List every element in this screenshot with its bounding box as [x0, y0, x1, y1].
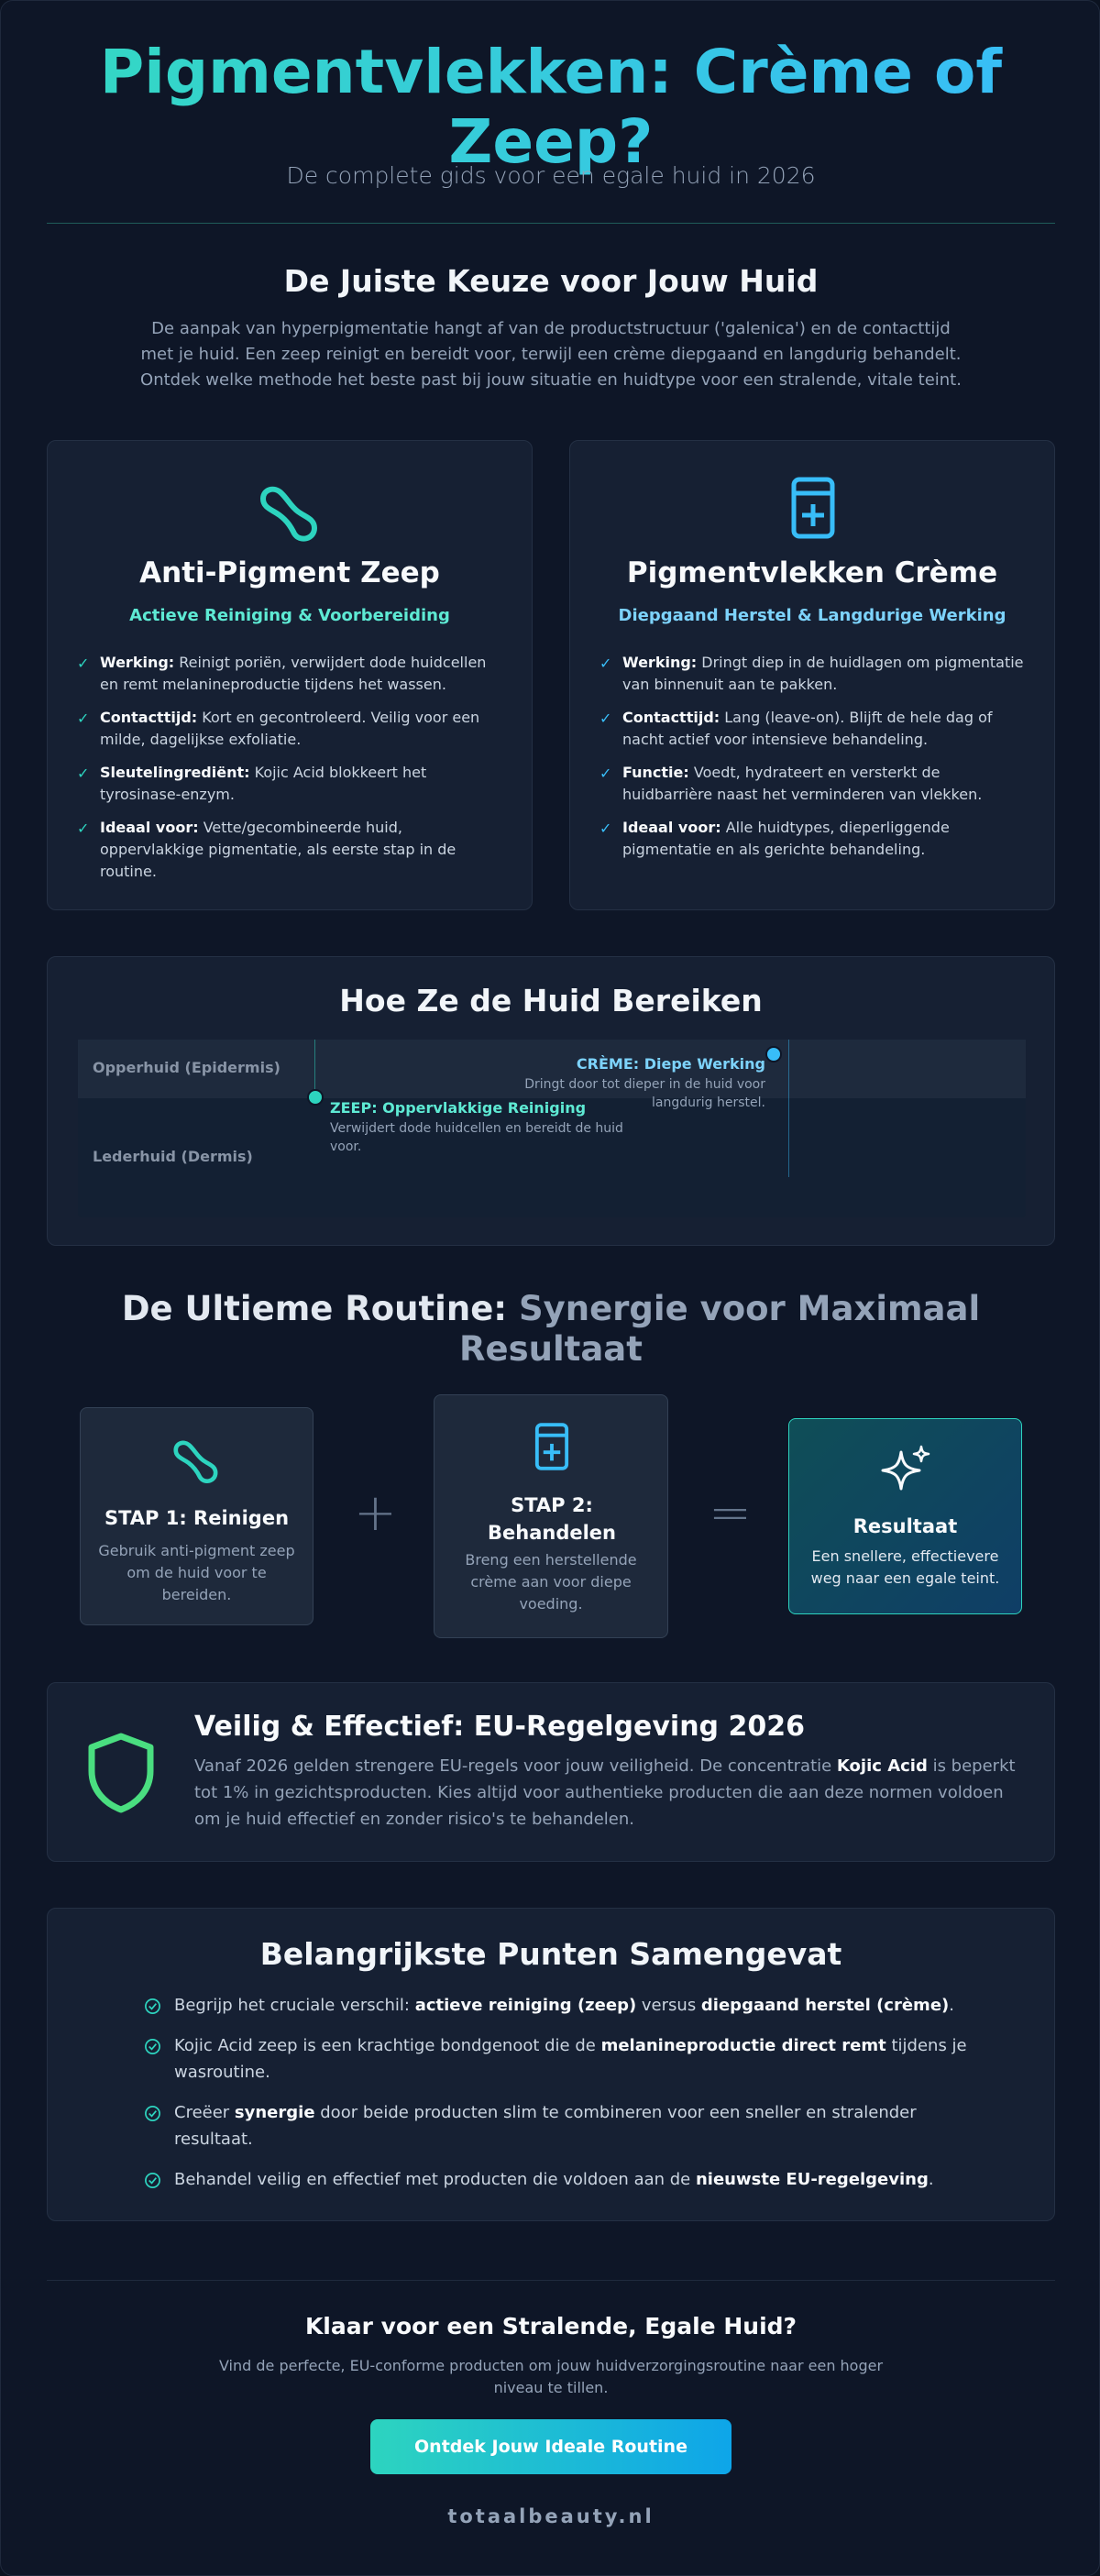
soap-bar-icon — [254, 482, 327, 546]
divider — [47, 2280, 1055, 2281]
soap-card-title: Anti-Pigment Zeep — [139, 556, 440, 589]
cta-button[interactable]: Ontdek Jouw Ideale Routine — [370, 2419, 732, 2474]
skin-heading: Hoe Ze de Huid Bereiken — [339, 983, 763, 1018]
cream-feature-list — [600, 652, 1025, 872]
check-icon: ✓ — [600, 820, 612, 837]
soap-feature-item: ✓ Sleutelingrediënt: Kojic Acid blokkeert het tyrosinase-enzym. — [77, 764, 427, 803]
footer-brand[interactable]: totaalbeauty.nl — [447, 2505, 654, 2527]
dermis-label: Lederhuid (Dermis) — [93, 1148, 253, 1165]
cream-feature-item: ✓ Functie: Voedt, hydrateert en versterkt de huidbarrière naast het verminderen van vlekken. — [600, 764, 983, 803]
summary-item: Begrijp het cruciale verschil: actieve reiniging (zeep) versus diepgaand herstel (crème). — [144, 1992, 969, 2019]
soap-feature-item: ✓ Werking: Reinigt poriën, verwijdert dode huidcellen en remt melanineproductie tijdens het wassen. — [77, 654, 487, 693]
routine-heading: De Ultieme Routine: Synergie voor Maximaal Resultaat — [121, 1289, 981, 1369]
cream-tube-icon — [789, 475, 837, 541]
cta-heading: Klaar voor een Stralende, Egale Huid? — [304, 2313, 798, 2339]
result-title: Resultaat — [852, 1515, 958, 1537]
summary-item: Behandel veilig en effectief met producten die voldoen aan de nieuwste EU-regelgeving. — [144, 2166, 969, 2193]
cream-card-title: Pigmentvlekken Crème — [626, 556, 998, 589]
step1-desc: Gebruik anti-pigment zeep om de huid voor te bereiden. — [98, 1542, 295, 1603]
summary-list — [144, 1992, 969, 2207]
sparkle-icon — [879, 1445, 934, 1494]
routine-step-treat — [434, 1394, 668, 1638]
soap-depth-marker — [307, 1089, 324, 1106]
step1-title: STAP 1: Reinigen — [104, 1507, 290, 1529]
page-title: Pigmentvlekken: Crème of Zeep? — [56, 38, 1046, 177]
page-subtitle: De complete gids voor een egale huid in 2026 — [286, 162, 816, 189]
soap-bar-icon — [169, 1436, 226, 1489]
cream-depth-label: CRÈME: Diepe Werking — [576, 1055, 765, 1073]
check-icon: ✓ — [600, 710, 612, 727]
plus-icon: + — [354, 1483, 397, 1543]
cream-depth-desc: Dringt door tot dieper in de huid voor langdurig herstel. — [524, 1077, 765, 1110]
routine-result — [788, 1418, 1022, 1614]
eu-regulation-card — [47, 1682, 1055, 1862]
soap-feature-list — [77, 652, 502, 894]
summary-item: Kojic Acid zeep is een krachtige bondgenoot die de melanineproductie direct remt tijdens je wasroutine. — [144, 2032, 969, 2086]
cream-depth-marker — [765, 1046, 782, 1062]
step2-title: STAP 2: Behandelen — [488, 1494, 616, 1544]
cream-feature-item: ✓ Ideaal voor: Alle huidtypes, dieperliggende pigmentatie en als gerichte behandeling. — [600, 819, 950, 858]
check-circle-icon — [144, 1998, 161, 2015]
intro-heading: De Juiste Keuze voor Jouw Huid — [283, 263, 819, 299]
cream-tube-icon — [534, 1421, 570, 1472]
check-circle-icon — [144, 2105, 161, 2122]
soap-feature-item: ✓ Ideaal voor: Vette/gecombineerde huid, oppervlakkige pigmentatie, als eerste stap in de routine. — [77, 819, 456, 880]
divider — [47, 223, 1055, 224]
skin-layers — [78, 1040, 1026, 1217]
summary-item: Creëer synergie door beide producten slim te combineren voor een sneller en stralender resultaat. — [144, 2099, 969, 2152]
cream-card — [569, 440, 1055, 910]
cream-feature-item: ✓ Contacttijd: Lang (leave-on). Blijft de hele dag of nacht actief voor intensieve behandeling. — [600, 709, 993, 748]
check-icon: ✓ — [77, 655, 90, 672]
cream-feature-item: ✓ Werking: Dringt diep in de huidlagen om pigmentatie van binnenuit aan te pakken. — [600, 654, 1024, 693]
soap-depth-label: ZEEP: Oppervlakkige Reiniging — [330, 1099, 587, 1117]
summary-card — [47, 1908, 1055, 2221]
cream-card-subtitle: Diepgaand Herstel & Langdurige Werking — [618, 606, 1006, 625]
check-icon: ✓ — [77, 820, 90, 837]
eu-title: Veilig & Effectief: EU-Regelgeving 2026 — [194, 1711, 805, 1743]
soap-feature-item: ✓ Contacttijd: Kort en gecontroleerd. Veilig voor een milde, dagelijkse exfoliatie. — [77, 709, 480, 748]
step2-desc: Breng een herstellende crème aan voor diepe voeding. — [465, 1551, 637, 1613]
shield-icon — [84, 1731, 158, 1815]
soap-card-subtitle: Actieve Reiniging & Voorbereiding — [129, 606, 450, 625]
eu-text: Vanaf 2026 gelden strengere EU-regels voor jouw veiligheid. De concentratie Kojic Acid is beperkt tot 1% in gezichtsproducten. Kies altijd voor authentieke producten die aan deze normen voldoen om je huid effectief en zonder risico's te behandelen. — [194, 1756, 1016, 1829]
cream-depth-line — [788, 1040, 789, 1177]
cta-text: Vind de perfecte, EU-conforme producten om jouw huidverzorgingsroutine naar een hoger niveau te tillen. — [218, 2357, 884, 2396]
epidermis-label: Opperhuid (Epidermis) — [93, 1059, 280, 1076]
intro-text: De aanpak van hyperpigmentatie hangt af van de productstructuur ('galenica') en de contacttijd met je huid. Een zeep reinigt en bereidt voor, terwijl een crème diepgaand en langdurig behandelt. Ontdek welke methode het beste past bij jouw situatie en huidtype voor een stralende, vitale teint. — [140, 319, 962, 390]
soap-card — [47, 440, 533, 910]
summary-heading: Belangrijkste Punten Samengevat — [259, 1936, 842, 1972]
check-icon: ✓ — [77, 765, 90, 782]
soap-depth-desc: Verwijdert dode huidcellen en bereidt de huid voor. — [330, 1121, 623, 1154]
check-icon: ✓ — [600, 655, 612, 672]
check-circle-icon — [144, 2172, 161, 2189]
result-desc: Een snellere, effectievere weg naar een egale teint. — [810, 1547, 1000, 1587]
equals-icon: = — [709, 1483, 752, 1543]
check-icon: ✓ — [77, 710, 90, 727]
check-icon: ✓ — [600, 765, 612, 782]
check-circle-icon — [144, 2038, 161, 2055]
skin-diagram-card — [47, 956, 1055, 1246]
routine-step-clean — [80, 1407, 314, 1625]
